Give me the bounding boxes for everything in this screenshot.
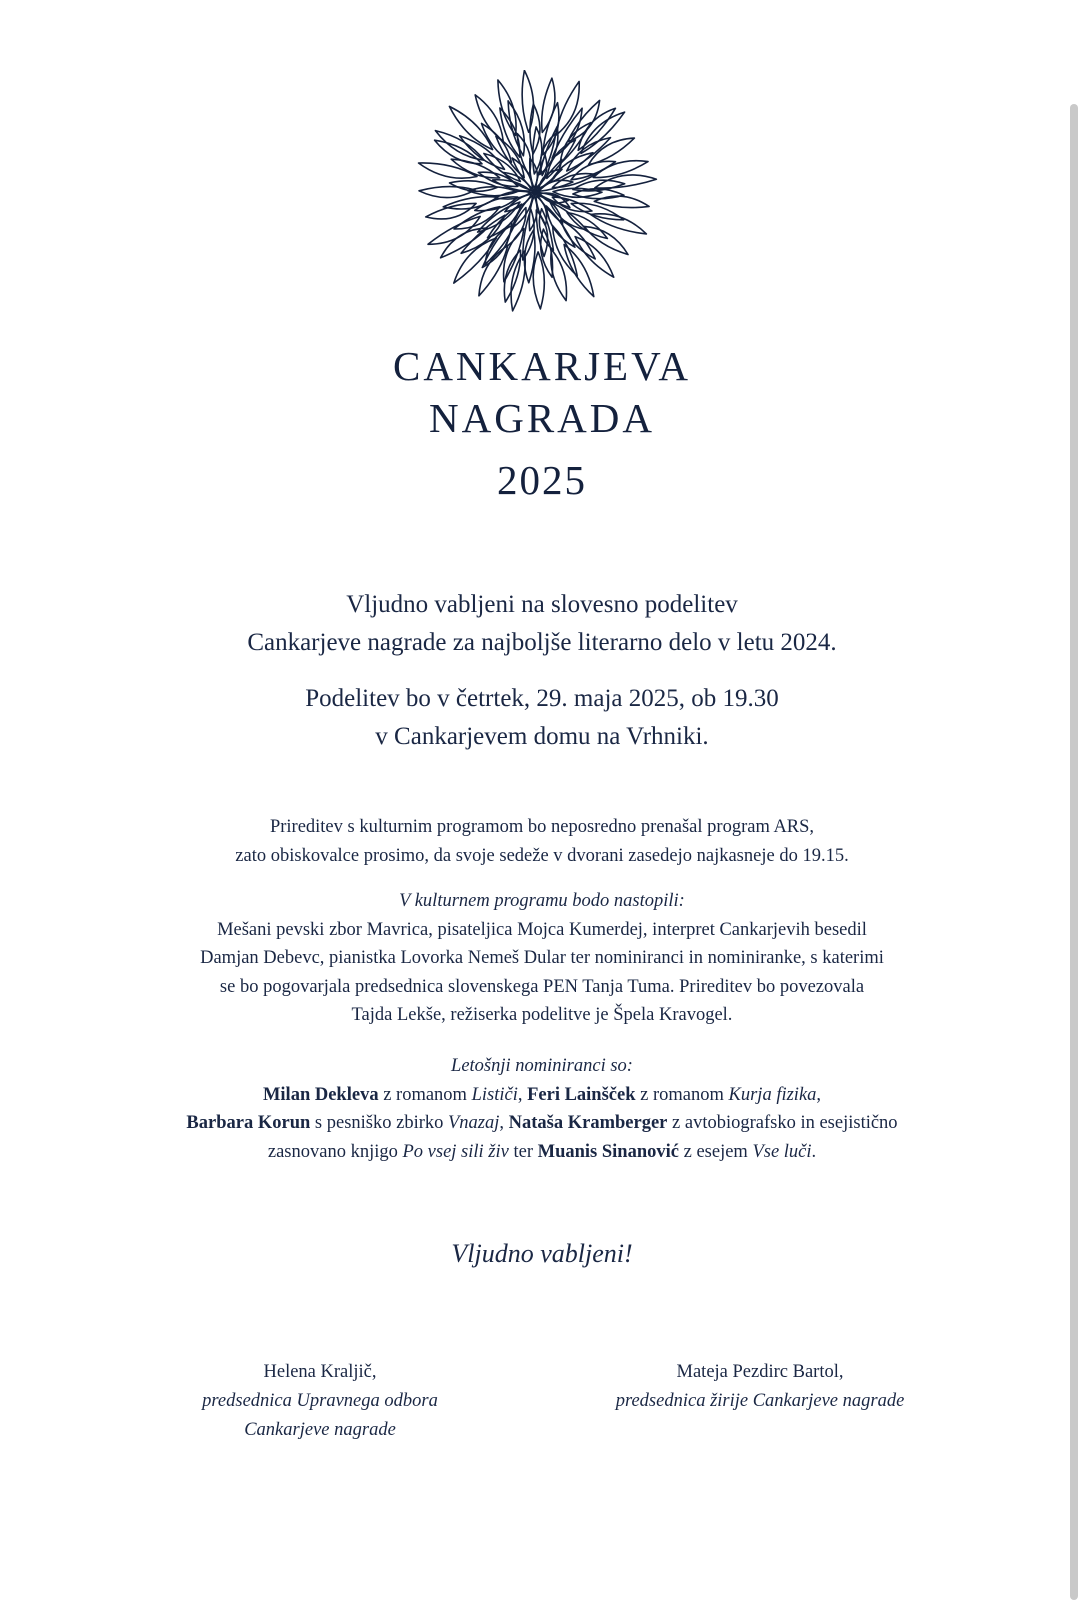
flower-petal — [426, 203, 476, 219]
signature-right — [580, 1358, 940, 1416]
nominee-name: Nataša Kramberger — [508, 1113, 668, 1133]
nominee-work-title: Po vsej sili živ — [402, 1141, 509, 1162]
broadcast-line-1: Prireditev s kulturnim programom bo neposredno prenašal program ARS, — [269, 817, 815, 837]
nominee-work-title: Kurja fizika — [728, 1084, 817, 1105]
event-details — [0, 680, 1084, 756]
invitation-line-2: Cankarjeve nagrade za najboljše literarno delo v letu 2024. — [247, 629, 837, 656]
nominee-work-prefix: z romanom — [378, 1084, 472, 1105]
separator: , — [816, 1084, 822, 1105]
event-date-line: Podelitev bo v četrtek, 29. maja 2025, ob 19.30 — [305, 685, 779, 712]
nominee-name: Muanis Sinanović — [537, 1141, 679, 1162]
signatory-name: Helena Kraljič, — [263, 1362, 377, 1382]
program-line-1: Mešani pevski zbor Mavrica, pisateljica Mojca Kumerdej, interpret Cankarjevih besedil — [217, 919, 867, 940]
title-line-1: CANKARJEVA — [392, 343, 692, 389]
nominee-work-prefix: z esejem — [678, 1141, 753, 1162]
flower-petal — [594, 196, 649, 208]
nominees-paragraph — [0, 1052, 1084, 1166]
flower-petal — [449, 106, 492, 149]
invitation-line-1: Vljudno vabljeni na slovesno podelitev — [346, 591, 738, 618]
nominees-line-3 — [0, 1138, 1084, 1167]
nominee-work-title: Lističi — [471, 1084, 518, 1105]
nominee-name: Barbara Korun — [186, 1113, 311, 1133]
flower-petal — [522, 70, 533, 132]
flower-petal — [475, 95, 503, 141]
program-line-3: se bo pogovarjala predsednica slovenskega PEN Tanja Tuma. Prireditev bo povezovala — [219, 976, 865, 997]
separator: . — [811, 1141, 817, 1162]
invitation-text — [0, 586, 1084, 662]
signature-left — [150, 1358, 490, 1445]
closing-greeting: Vljudno vabljeni! — [451, 1239, 633, 1268]
flower-petal — [564, 245, 594, 297]
signatory-role: predsednica Upravnega odbora — [202, 1391, 438, 1411]
broadcast-paragraph — [0, 813, 1084, 870]
nominee-work-prefix: zasnovano knjigo — [267, 1141, 403, 1162]
nominee-name: Feri Lainšček — [527, 1084, 636, 1105]
signatory-name: Mateja Pezdirc Bartol, — [676, 1362, 844, 1382]
signatory-role: Cankarjeve nagrade — [244, 1420, 396, 1440]
broadcast-line-2: zato obiskovalce prosimo, da svoje sedeže v dvorani zasedejo najkasneje do 19.15. — [235, 845, 849, 866]
program-paragraph — [0, 887, 1084, 1030]
event-venue-line: v Cankarjevem domu na Vrhniki. — [375, 723, 709, 750]
nominee-work-prefix: z romanom — [635, 1084, 729, 1105]
flower-logo-icon — [410, 70, 660, 315]
nominee-work-prefix: s pesniško zbirko — [310, 1113, 448, 1133]
award-title — [0, 340, 1084, 510]
nominees-line-1 — [0, 1081, 1084, 1110]
nominees-line-2 — [0, 1109, 1084, 1138]
flower-petal — [551, 250, 567, 301]
program-heading: V kulturnem programu bodo nastopili: — [399, 891, 685, 911]
program-line-2: Damjan Debevc, pianistka Lovorka Nemeš Dular ter nominiranci in nominiranke, s katerimi — [200, 948, 884, 968]
separator: , — [517, 1084, 528, 1105]
separator: ter — [508, 1141, 538, 1162]
nominee-name: Milan Dekleva — [262, 1084, 379, 1105]
nominee-work-title: Vse luči — [752, 1141, 812, 1162]
signatory-role: predsednica žirije Cankarjeve nagrade — [615, 1391, 905, 1411]
nominees-heading: Letošnji nominiranci so: — [451, 1056, 633, 1076]
separator: , — [499, 1113, 509, 1133]
flower-petal — [419, 187, 475, 198]
title-year: 2025 — [497, 457, 587, 503]
nominee-work-title: Vnazaj — [448, 1113, 500, 1133]
title-line-2: NAGRADA — [429, 395, 655, 441]
flower-center — [532, 189, 538, 195]
vertical-scrollbar[interactable] — [1070, 104, 1078, 1600]
program-line-4: Tajda Lekše, režiserka podelitve je Špela Kravogel. — [351, 1005, 733, 1025]
nominee-work-prefix: z avtobiografsko in esejistično — [667, 1113, 898, 1133]
